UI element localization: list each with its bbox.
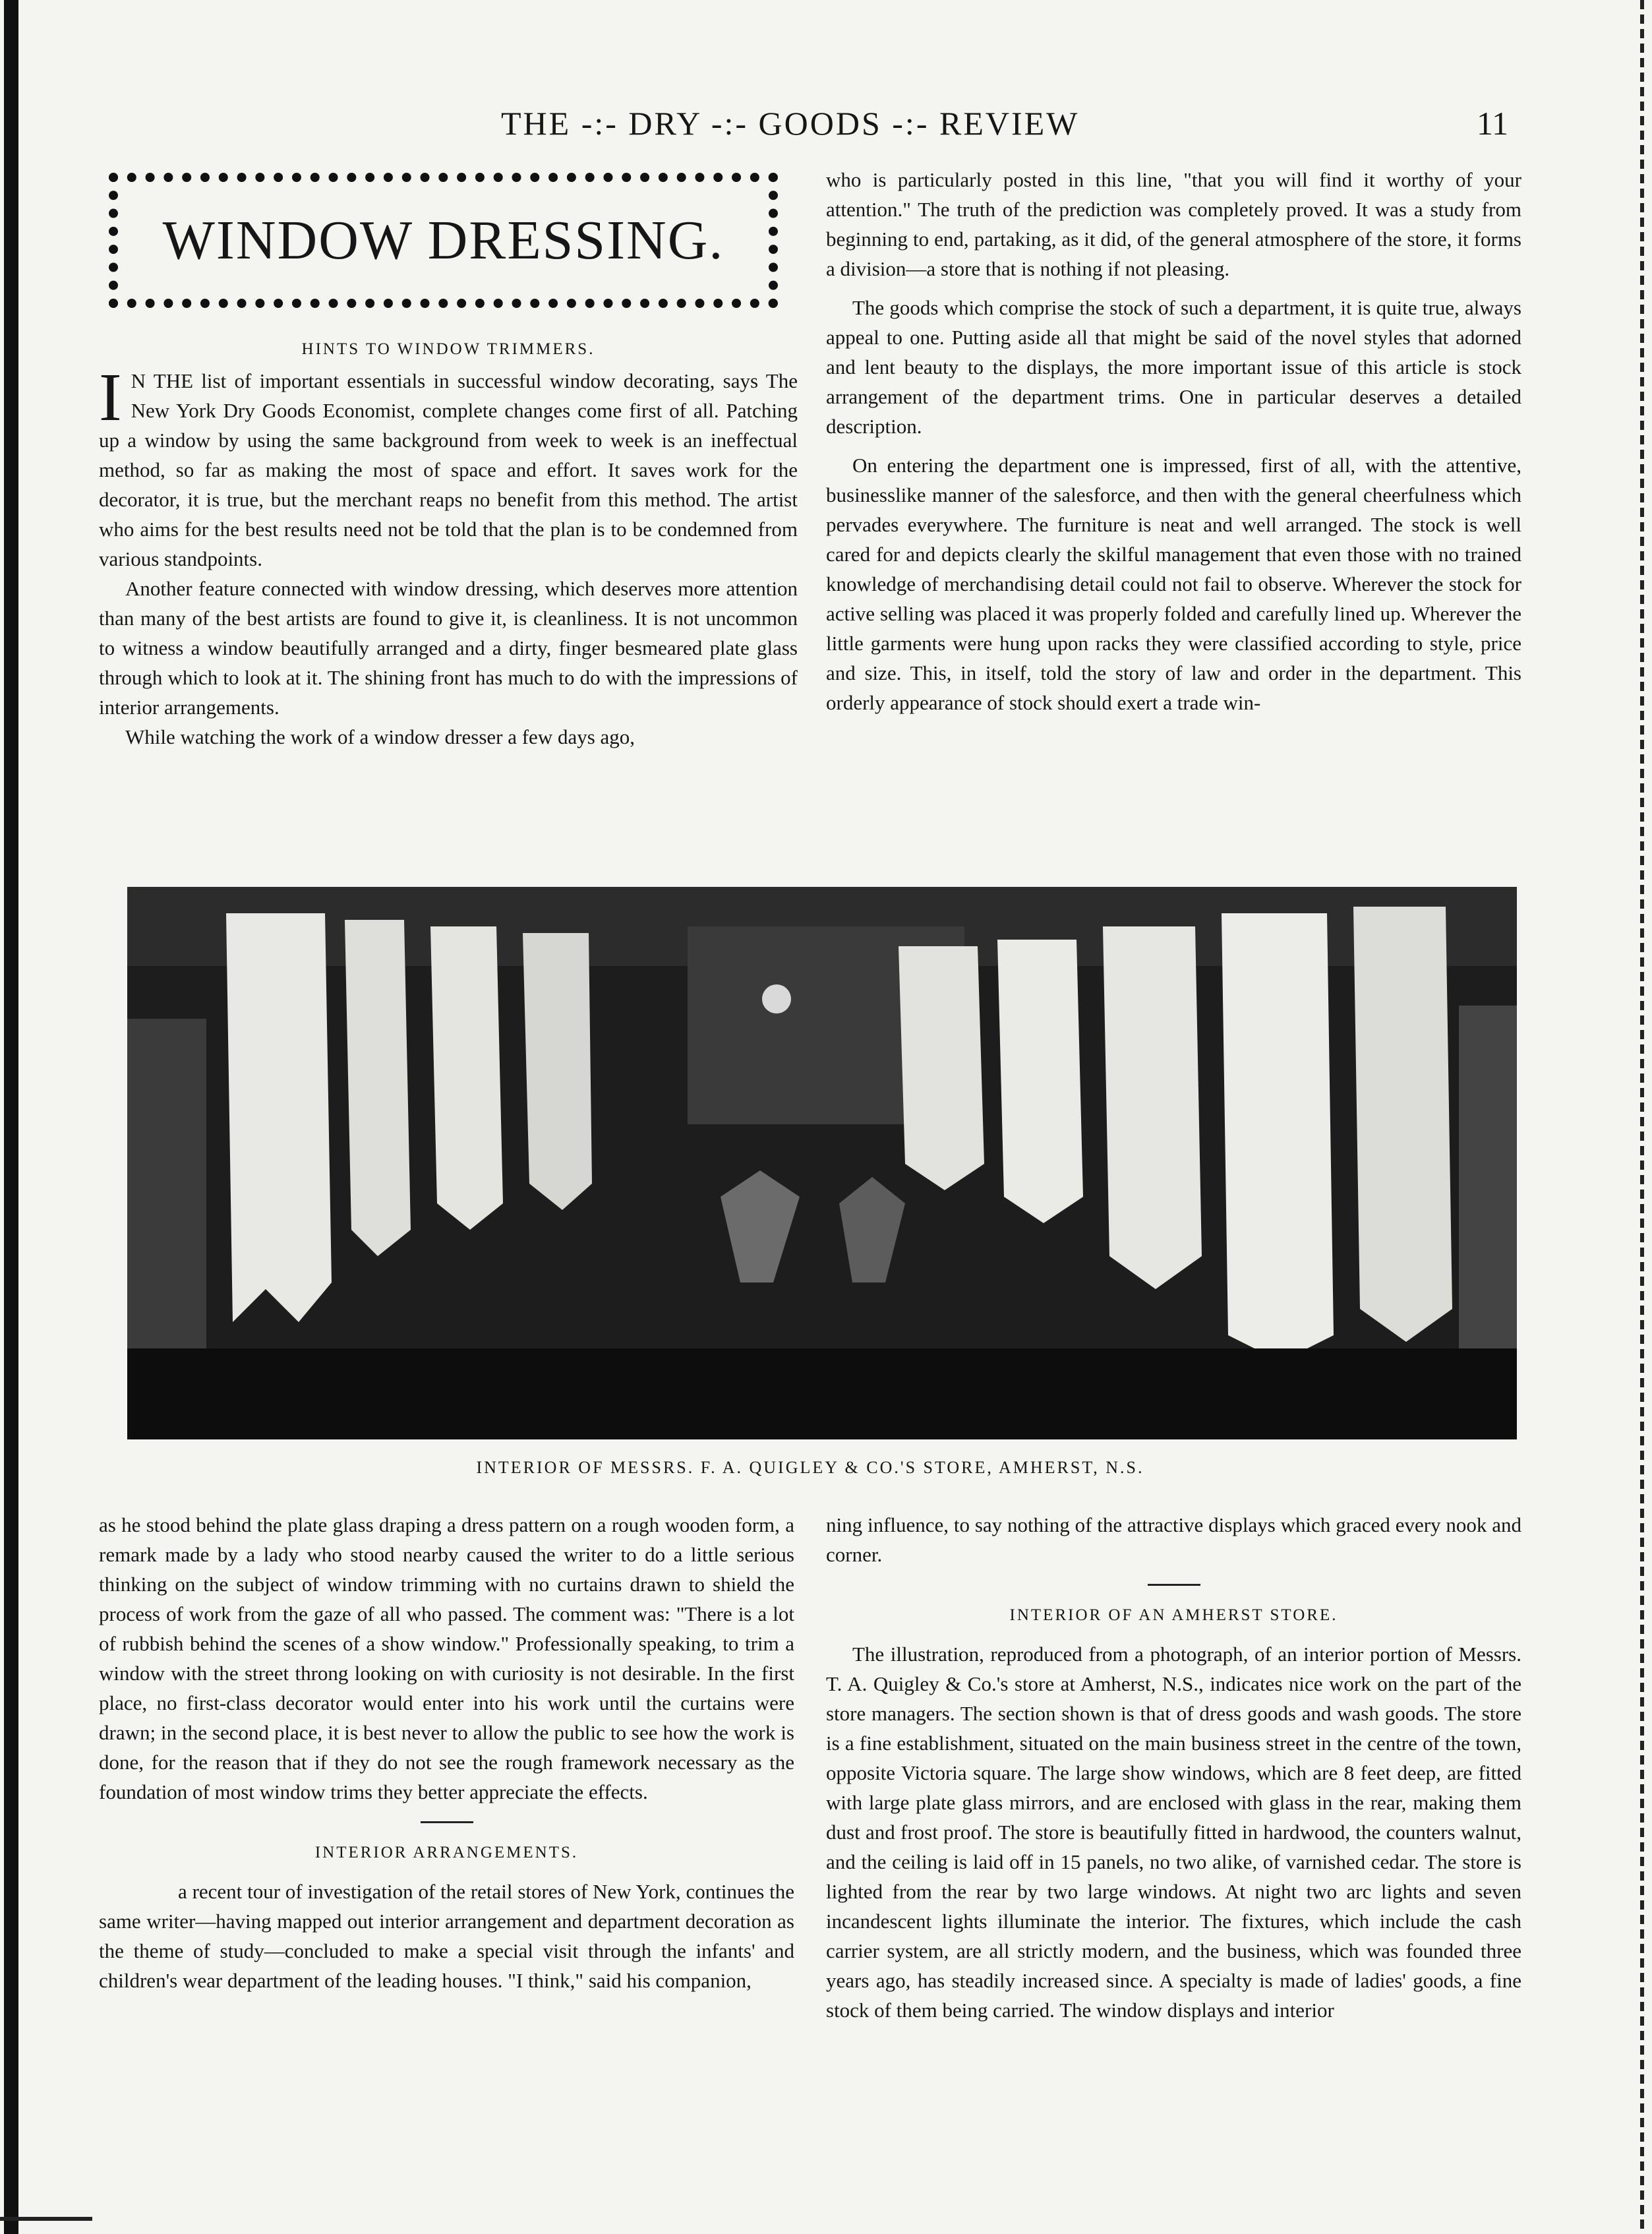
subhead-hints: HINTS TO WINDOW TRIMMERS. — [301, 340, 595, 358]
section-divider-1 — [421, 1821, 473, 1823]
subhead-interior-arrangements: INTERIOR ARRANGEMENTS. — [314, 1844, 579, 1861]
store-interior-photo — [127, 887, 1517, 1439]
left-column-bottom — [99, 1510, 794, 1995]
article-two-paragraph-1: a recent tour of investigation of the retail stores of New York, continues the same writer—having mapped out interior arrangement and department decoration as the theme of study—concluded to make a special visit through the infants' and children's wear department of the leading houses. "I think," said his companion, — [99, 1880, 794, 1992]
article-two-paragraph-1-continued: who is particularly posted in this line, "that you will find it worthy of your attention." The truth of the prediction was completely proved. It was a study from beginning to end, partaking, as it did, of the general atmosphere of the store, it forms a division—a store that is nothing if not pleasing. — [826, 168, 1521, 280]
left-page-edge — [4, 0, 18, 2234]
right-column-top — [826, 165, 1521, 717]
right-page-edge — [1640, 0, 1644, 2234]
article-two-paragraph-2: The goods which comprise the stock of such a department, it is quite true, always appeal to one. Putting aside all that might be said of the novel styles that adorned and lent beauty to the displays, the more important issue of this article is stock arrangement of the department trims. One in particular deserves a detailed description. — [826, 296, 1521, 438]
section-title: WINDOW DRESSING. — [162, 210, 724, 271]
right-column-bottom — [826, 1510, 1521, 2025]
section-title-box — [109, 173, 778, 308]
article-one-paragraph-1 — [99, 359, 798, 574]
article-one-paragraph-1-text: N THE list of important essentials in successful window decorating, says The New York Dry Goods Economist, complete changes come first of all. Patching up a window by using the same background from week to week is an ineffectual method, so far as making the most of space and effort. It saves work for the decorator, it is true, but the merchant reaps no benefit from this method. The artist who aims for the best results need not be told that the plan is to be condemned from various standpoints. — [99, 369, 798, 570]
section-divider-2 — [1148, 1584, 1200, 1586]
page-number: 11 — [1477, 105, 1509, 142]
article-three-paragraph-1: The illustration, reproduced from a photograph, of an interior portion of Messrs. T. A. Quigley & Co.'s store at Amherst, N.S., indicates nice work on the part of the store managers. The section shown is that of dress goods and wash goods. The store is a fine establishment, situated on the main business street in the centre of the town, opposite Victoria square. The large show windows, which are 8 feet deep, are fitted with large plate glass mirrors, and are enclosed with glass in the rear, making them dust and frost proof. The store is beautifully fitted in hardwood, the counters walnut, and the ceiling is laid off in 15 panels, no two alike, of varnished cedar. The store is lighted from the rear by two large windows. At night two arc lights and seven incandescent lights illuminate the interior. The fixtures, which include the cash carrier system, are all strictly modern, and the business, which was founded three years ago, has steadily increased since. A specialty is made of ladies' goods, a fine stock of them being carried. The window displays and interior — [826, 1643, 1521, 2022]
article-one-paragraph-3: While watching the work of a window dresser a few days ago, — [125, 725, 635, 748]
store-interior-illustration — [127, 887, 1517, 1439]
left-column-top — [99, 359, 798, 752]
article-two-paragraph-3: On entering the department one is impressed, first of all, with the attentive, businesslike manner of the salesforce, and then with the general cheerfulness which pervades everywhere. The furniture is neat and well arranged. The stock is well cared for and depicts clearly the skilful management that even those with no trained knowledge of merchandising detail could not fail to observe. Wherever the stock for active selling was placed it was properly folded and carefully lined up. Wherever the little garments were hung upon racks they were classified according to style, price and size. This, in itself, told the story of law and order in the department. This orderly appearance of stock should exert a trade win- — [826, 454, 1521, 714]
article-one-paragraph-3-continued: as he stood behind the plate glass draping a dress pattern on a rough wooden form, a remark made by a lady who stood nearby caused the writer to do a little serious thinking on the subject of window trimming with no curtains drawn to shield the process of work from the gaze of all who passed. The comment was: "There is a lot of rubbish behind the scenes of a show window." Professionally speaking, to trim a window with the street throng looking on with curiosity is not desirable. In the first place, no first-class decorator would enter into his work until the curtains were drawn; in the second place, it is best never to allow the public to see how the work is done, for the reason that if they do not see the rough framework necessary as the foundation of most window trims they better appreciate the effects. — [99, 1513, 794, 1803]
illustration-caption: INTERIOR OF MESSRS. F. A. QUIGLEY & CO.'S STORE, AMHERST, N.S. — [476, 1458, 1144, 1477]
running-head: THE -:- DRY -:- GOODS -:- REVIEW — [501, 105, 1080, 142]
article-one-paragraph-2: Another feature connected with window dressing, which deserves more attention than many of the best artists are found to give it, is cleanliness. It is not uncommon to witness a window beautifully arranged and a dirty, finger besmeared plate glass through which to look at it. The shining front has much to do with the impressions of interior arrangements. — [99, 577, 798, 719]
article-two-paragraph-3-continued: ning influence, to say nothing of the attractive displays which graced every nook and corner. — [826, 1513, 1521, 1566]
bottom-page-edge — [0, 2217, 92, 2221]
subhead-amherst-store: INTERIOR OF AN AMHERST STORE. — [1009, 1606, 1338, 1624]
drop-cap: I — [99, 359, 122, 435]
